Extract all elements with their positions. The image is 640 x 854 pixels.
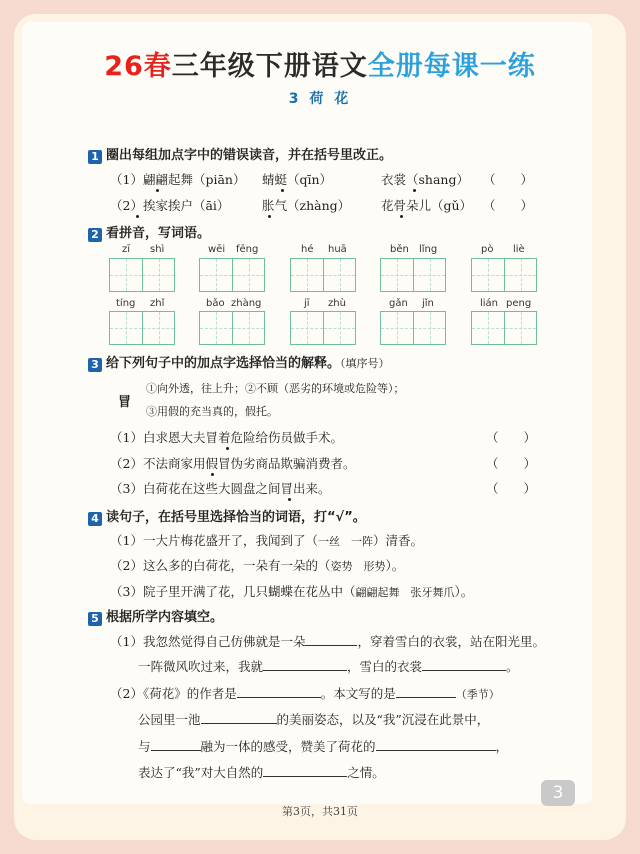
pinyin-label: hé [301, 244, 314, 255]
q5-text: 表达了“我”对大自然的 [138, 765, 264, 780]
q4-s2-end: ）。 [385, 558, 405, 573]
emphasis-dot [288, 498, 291, 501]
q3-sentence-2: （2）不法商家用假冒伪劣商品欺骗消费者。 [110, 456, 356, 471]
q3-heading [88, 352, 390, 372]
q4-s1-text: （1）一大片梅花盛开了，我闻到了（ [110, 533, 318, 548]
title-series: 全册每课一练 [367, 51, 536, 82]
pinyin-label: huā [328, 244, 347, 255]
emphasis-dot [281, 189, 284, 192]
q3-answer-1[interactable]: （ ） [486, 430, 537, 445]
emphasis-dot [136, 215, 139, 218]
q1-row1-answer[interactable]: （ ） [483, 172, 534, 187]
q5-text: 与 [138, 739, 151, 754]
fill-blank[interactable] [201, 723, 277, 724]
q3-answer-3[interactable]: （ ） [486, 481, 537, 496]
char-grid[interactable] [109, 258, 175, 292]
emphasis-dot [268, 215, 271, 218]
q1-row1-a: （1）翩翩起舞（piān） [110, 172, 246, 187]
q1-number-badge: 1 [88, 150, 102, 164]
q1-row1-c: 衣裳（shang） [381, 172, 469, 187]
q4-number-badge: 4 [88, 512, 102, 526]
q5-line-4 [138, 710, 489, 728]
q1-instruction: 圈出每组加点字中的错误读音，并在括号里改正。 [106, 148, 393, 163]
pinyin-label: liè [513, 244, 525, 255]
q1-heading [88, 144, 392, 164]
fill-blank[interactable] [151, 750, 201, 751]
q3-key-char: 冒 [118, 395, 132, 410]
q5-line-5 [138, 737, 508, 755]
q4-sentence-3 [110, 582, 473, 600]
emphasis-dot [226, 447, 229, 450]
pinyin-label: běn [390, 244, 409, 255]
emphasis-dot [400, 215, 403, 218]
pinyin-label: fēng [236, 244, 259, 255]
fill-blank[interactable] [376, 750, 496, 751]
pinyin-label: shì [150, 244, 165, 255]
pinyin-label: zhàng [231, 298, 262, 309]
q5-text: （季节） [455, 688, 500, 701]
q4-s2-options[interactable]: 姿势 形势 [330, 560, 386, 573]
pinyin-label: zhù [328, 298, 346, 309]
fill-blank[interactable] [263, 670, 347, 671]
q4-instruction: 读句子，在括号里选择恰当的词语，打“√”。 [106, 510, 366, 525]
pinyin-label: zhǐ [150, 298, 165, 309]
q5-line-1 [110, 632, 545, 650]
q1-row2-answer[interactable]: （ ） [483, 198, 534, 213]
q3-definition-1: ①向外透，往上升；②不顾（恶劣的环境或危险等）； [146, 382, 405, 395]
q4-sentence-1 [110, 531, 423, 549]
q5-line-6 [138, 763, 385, 781]
fill-blank[interactable] [396, 697, 456, 698]
emphasis-dot [211, 473, 214, 476]
pinyin-label: tíng [116, 298, 136, 309]
title-grade: 三年级下册语文 [171, 51, 368, 82]
char-grid[interactable] [471, 258, 537, 292]
pinyin-label: jǐn [422, 298, 434, 309]
q3-answer-2[interactable]: （ ） [486, 456, 537, 471]
fill-blank[interactable] [305, 645, 357, 646]
q5-text: （2）《荷花》的作者是 [110, 686, 237, 701]
q5-text: 一阵微风吹过来，我就 [138, 659, 264, 674]
q3-definition-2: ③用假的充当真的，假托。 [146, 405, 278, 418]
char-grid[interactable] [380, 311, 446, 345]
q4-heading [88, 506, 366, 526]
q2-number-badge: 2 [88, 228, 102, 242]
worksheet-title [0, 44, 640, 83]
lesson-title: 3 荷 花 [288, 91, 352, 107]
q4-s3-end: ）。 [454, 584, 474, 599]
char-grid[interactable] [109, 311, 175, 345]
char-grid[interactable] [199, 311, 265, 345]
pinyin-label: lǐng [419, 244, 438, 255]
q3-sentence-1: （1）白求恩大夫冒着危险给伤员做手术。 [110, 430, 343, 445]
pinyin-label: peng [506, 298, 532, 309]
title-year: 26春 [104, 51, 172, 82]
char-grid[interactable] [290, 311, 356, 345]
q5-instruction: 根据所学内容填空。 [106, 610, 224, 625]
q5-line-2 [138, 657, 519, 675]
q3-instruction-note: （填序号） [340, 357, 390, 370]
pinyin-label: wēi [208, 244, 226, 255]
emphasis-dot [156, 189, 159, 192]
q4-s2-text: （2）这么多的白荷花，一朵有一朵的（ [110, 558, 331, 573]
fill-blank[interactable] [263, 776, 347, 777]
char-grid[interactable] [380, 258, 446, 292]
fill-blank[interactable] [237, 697, 321, 698]
q1-row2-c: 花骨朵儿（gǔ） [381, 198, 473, 213]
q1-row2-b: 胀气（zhàng） [262, 198, 351, 213]
q5-text: 之情。 [347, 765, 385, 780]
q5-text: （1）我忽然觉得自己仿佛就是一朵 [110, 634, 306, 649]
q4-sentence-2 [110, 556, 404, 574]
char-grid[interactable] [471, 311, 537, 345]
q3-number-badge: 3 [88, 358, 102, 372]
q5-text: 。 [506, 659, 519, 674]
pinyin-label: lián [480, 298, 499, 309]
q4-s1-options[interactable]: 一丝 一阵 [317, 535, 373, 548]
q2-heading [88, 222, 210, 242]
emphasis-dot [413, 189, 416, 192]
q3-instruction: 给下列句子中的加点字选择恰当的解释。 [106, 356, 341, 371]
page-number-badge: 3 [541, 780, 575, 806]
q4-s3-options[interactable]: 翩翩起舞 张牙舞爪 [355, 586, 455, 599]
q5-number-badge: 5 [88, 612, 102, 626]
q3-sentence-3: （3）白荷花在这些大圆盘之间冒出来。 [110, 481, 331, 496]
q4-s3-text: （3）院子里开满了花，几只蝴蝶在花丛中（ [110, 584, 356, 599]
page-footer: 第3页，共31页 [282, 805, 358, 818]
char-grid[interactable] [290, 258, 356, 292]
q5-text: 。本文写的是 [320, 686, 396, 701]
pinyin-label: zī [122, 244, 131, 255]
q5-line-3 [110, 684, 500, 702]
q5-text: 融为一体的感受，赞美了荷花的 [200, 739, 376, 754]
q5-heading [88, 606, 223, 626]
q4-s1-end: ）清香。 [372, 533, 423, 548]
q5-text: ，雪白的衣裳 [347, 659, 423, 674]
char-grid[interactable] [199, 258, 265, 292]
pinyin-label: pò [481, 244, 494, 255]
q1-row2-a: （2）挨家挨户（āi） [110, 198, 230, 213]
q5-text: ， [495, 739, 509, 754]
q2-instruction: 看拼音，写词语。 [106, 226, 211, 241]
pinyin-label: jī [304, 298, 310, 309]
pinyin-label: bǎo [206, 298, 225, 309]
fill-blank[interactable] [422, 670, 506, 671]
pinyin-label: gǎn [389, 298, 408, 309]
q5-text: 的美丽姿态，以及“我”沉浸在此景中， [276, 712, 490, 727]
q5-text: ，穿着雪白的衣裳，站在阳光里。 [357, 634, 545, 649]
q5-text: 公园里一池 [138, 712, 201, 727]
q1-row1-b: 蜻蜓（qīn） [262, 172, 333, 187]
